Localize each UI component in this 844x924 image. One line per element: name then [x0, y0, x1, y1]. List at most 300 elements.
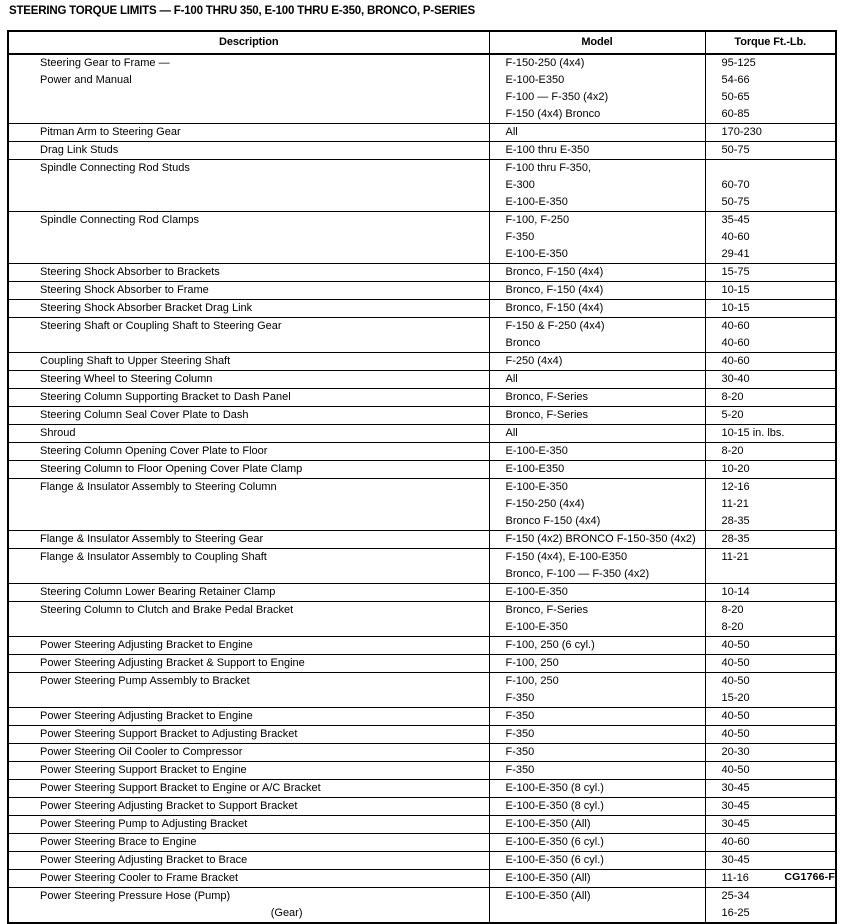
torque-col-line: 60-85 [721, 108, 750, 120]
cell-torque [705, 264, 835, 282]
desc-line [9, 496, 489, 513]
torque-col-line: 11-21 [721, 551, 749, 563]
model-line: E-100-E-350 (All) [505, 890, 591, 902]
table-row [9, 479, 835, 531]
torque-col-lines [706, 780, 836, 797]
model-line: F-100 thru F-350, [505, 162, 592, 174]
cell-model [489, 870, 705, 888]
cell-model [489, 780, 705, 798]
model-lines [490, 870, 705, 887]
desc-line [9, 89, 489, 106]
desc-lines [9, 673, 489, 707]
cell-model [489, 852, 705, 870]
cell-description [9, 834, 489, 852]
table-row [9, 461, 835, 479]
desc-line [9, 177, 489, 194]
torque-col-line: 30-45 [721, 854, 750, 866]
desc-lines [9, 55, 489, 123]
desc-line: Power Steering Adjusting Bracket to Brace [40, 854, 248, 866]
desc-line: Flange & Insulator Assembly to Coupling Shaft [40, 551, 267, 563]
column-header-description: Description [9, 32, 489, 54]
torque-col-line: 95-125 [721, 57, 756, 69]
model-line: F-350 [505, 231, 535, 243]
desc-lines [9, 264, 489, 281]
cell-torque [705, 816, 835, 834]
torque-col-lines [706, 762, 836, 779]
torque-col-line: 8-20 [721, 604, 744, 616]
torque-col-lines [706, 212, 836, 263]
cell-description [9, 888, 489, 923]
cell-model [489, 655, 705, 673]
torque-col-lines [706, 479, 836, 530]
cell-description [9, 264, 489, 282]
cell-torque [705, 780, 835, 798]
table-row [9, 762, 835, 780]
torque-col-line: 40-50 [721, 639, 750, 651]
cell-torque [705, 637, 835, 655]
torque-col-lines [706, 673, 836, 707]
table-row [9, 531, 835, 549]
cell-torque [705, 425, 835, 443]
torque-col-lines [706, 584, 836, 601]
desc-lines [9, 282, 489, 299]
cell-description [9, 479, 489, 531]
table-row [9, 160, 835, 212]
cell-model [489, 708, 705, 726]
cell-description [9, 142, 489, 160]
cell-model [489, 371, 705, 389]
model-lines [490, 744, 705, 761]
torque-col-line: 15-75 [721, 266, 750, 278]
table-row [9, 389, 835, 407]
torque-col-line [706, 160, 836, 177]
model-line: F-150 (4x2) BRONCO F-150-350 (4x2) [505, 533, 696, 545]
cell-description [9, 637, 489, 655]
desc-line [9, 619, 489, 636]
cell-torque [705, 300, 835, 318]
model-lines [490, 353, 705, 370]
cell-torque [705, 212, 835, 264]
desc-line: Power Steering Support Bracket to Adjusting Bracket [40, 728, 298, 740]
desc-lines [9, 870, 489, 887]
desc-line: Steering Column Seal Cover Plate to Dash [40, 409, 249, 421]
cell-description [9, 212, 489, 264]
desc-line [9, 229, 489, 246]
cell-description [9, 549, 489, 584]
cell-description [9, 870, 489, 888]
model-lines [490, 762, 705, 779]
cell-description [9, 852, 489, 870]
cell-torque [705, 673, 835, 708]
model-line: E-100-E-350 [505, 445, 568, 457]
cell-description [9, 762, 489, 780]
desc-lines [9, 407, 489, 424]
model-line: E-100-E-350 [505, 196, 568, 208]
cell-description [9, 318, 489, 353]
model-line: All [505, 427, 518, 439]
model-lines [490, 318, 705, 352]
desc-lines [9, 744, 489, 761]
desc-line: Power Steering Pump Assembly to Bracket [40, 675, 250, 687]
desc-lines [9, 637, 489, 654]
cell-description [9, 708, 489, 726]
desc-lines [9, 549, 489, 583]
torque-col-line: 40-50 [721, 764, 750, 776]
model-line: E-100-E-350 (All) [505, 818, 591, 830]
torque-col-lines [706, 798, 836, 815]
desc-lines [9, 479, 489, 530]
cell-model [489, 425, 705, 443]
table-row [9, 637, 835, 655]
torque-col-line: 10-15 [721, 284, 750, 296]
cell-torque [705, 852, 835, 870]
torque-col-line: 11-21 [721, 498, 749, 510]
table-row [9, 888, 835, 923]
cell-torque [705, 353, 835, 371]
desc-lines [9, 425, 489, 442]
cell-torque [705, 479, 835, 531]
model-line: E-100-E-350 (6 cyl.) [505, 836, 604, 848]
cell-torque [705, 655, 835, 673]
table-row [9, 264, 835, 282]
model-line: Bronco, F-Series [505, 409, 589, 421]
table-row [9, 353, 835, 371]
model-lines [490, 852, 705, 869]
cell-model [489, 407, 705, 425]
header-row [9, 32, 835, 54]
model-line [490, 905, 705, 922]
cell-model [489, 124, 705, 142]
cell-torque [705, 531, 835, 549]
model-lines [490, 443, 705, 460]
table-body [9, 54, 835, 922]
desc-line: Steering Column to Clutch and Brake Pedal Bracket [40, 604, 294, 616]
desc-line: Power Steering Oil Cooler to Compressor [40, 746, 243, 758]
torque-col-line: 50-75 [721, 196, 750, 208]
model-lines [490, 602, 705, 636]
model-line: F-150-250 (4x4) [505, 57, 585, 69]
torque-col-lines [706, 282, 836, 299]
model-line: E-100-E-350 [505, 248, 568, 260]
torque-col-lines [706, 264, 836, 281]
torque-col-line: 11-16 [721, 872, 749, 884]
desc-lines [9, 531, 489, 548]
model-line: F-350 [505, 692, 535, 704]
desc-lines [9, 602, 489, 636]
cell-description [9, 407, 489, 425]
cell-model [489, 637, 705, 655]
table-row [9, 407, 835, 425]
cell-torque [705, 142, 835, 160]
table-row [9, 655, 835, 673]
model-line: Bronco, F-150 (4x4) [505, 266, 604, 278]
model-line: F-100, F-250 [505, 214, 570, 226]
torque-col-line: 40-60 [721, 320, 750, 332]
desc-line: Flange & Insulator Assembly to Steering Gear [40, 533, 264, 545]
table-row [9, 834, 835, 852]
model-lines [490, 708, 705, 725]
torque-col-line: 15-20 [721, 692, 750, 704]
desc-line [9, 246, 489, 263]
column-header-torque: Torque Ft.-Lb. [705, 32, 835, 54]
desc-lines [9, 160, 489, 211]
torque-col-line: 30-45 [721, 818, 750, 830]
torque-col-line: 25-34 [721, 890, 750, 902]
torque-col-line: 170-230 [721, 126, 762, 138]
desc-line: Steering Shock Absorber to Brackets [40, 266, 220, 278]
cell-description [9, 584, 489, 602]
torque-col-lines [706, 371, 836, 388]
torque-col-lines [706, 124, 836, 141]
table-row [9, 602, 835, 637]
desc-line [9, 194, 489, 211]
torque-col-lines [706, 389, 836, 406]
model-line: Bronco, F-100 — F-350 (4x2) [505, 568, 650, 580]
model-line: Bronco, F-Series [505, 391, 589, 403]
desc-lines [9, 124, 489, 141]
model-lines [490, 888, 705, 922]
cell-description [9, 54, 489, 124]
torque-col-lines [706, 531, 836, 548]
model-lines [490, 461, 705, 478]
torque-col-line: 40-50 [721, 728, 750, 740]
cell-model [489, 726, 705, 744]
cell-torque [705, 888, 835, 923]
torque-col-line: 40-50 [721, 710, 750, 722]
torque-table-container [7, 30, 837, 924]
cell-description [9, 816, 489, 834]
cell-model [489, 389, 705, 407]
cell-description [9, 300, 489, 318]
desc-line: Power Steering Pump to Adjusting Bracket [40, 818, 248, 830]
model-lines [490, 124, 705, 141]
torque-col-line: 10-20 [721, 463, 750, 475]
desc-lines [9, 461, 489, 478]
desc-line: Steering Gear to Frame — [40, 57, 170, 69]
model-line: E-100-E350 [505, 463, 565, 475]
cell-torque [705, 160, 835, 212]
cell-model [489, 212, 705, 264]
cell-description [9, 655, 489, 673]
torque-col-line: 60-70 [721, 179, 750, 191]
model-lines [490, 816, 705, 833]
torque-col-line: 10-15 [721, 302, 750, 314]
desc-lines [9, 852, 489, 869]
cell-model [489, 673, 705, 708]
cell-torque [705, 584, 835, 602]
model-line: All [505, 126, 518, 138]
desc-line: Power Steering Adjusting Bracket to Engine [40, 710, 253, 722]
desc-lines [9, 655, 489, 672]
model-lines [490, 160, 705, 211]
cell-torque [705, 834, 835, 852]
desc-lines [9, 798, 489, 815]
torque-col-line: 40-50 [721, 675, 750, 687]
cell-model [489, 353, 705, 371]
table-row [9, 282, 835, 300]
cell-torque [705, 549, 835, 584]
desc-line: Power and Manual [40, 74, 132, 86]
cell-torque [705, 461, 835, 479]
desc-line: Pitman Arm to Steering Gear [40, 126, 181, 138]
cell-description [9, 780, 489, 798]
model-line: Bronco [505, 337, 541, 349]
torque-col-line: 40-60 [721, 337, 750, 349]
cell-model [489, 461, 705, 479]
torque-col-line: 20-30 [721, 746, 750, 758]
torque-col-lines [706, 55, 836, 123]
table-row [9, 584, 835, 602]
torque-col-line: 35-45 [721, 214, 750, 226]
cell-model [489, 744, 705, 762]
cell-description [9, 673, 489, 708]
desc-line: Steering Shock Absorber Bracket Drag Link [40, 302, 253, 314]
cell-model [489, 762, 705, 780]
table-header [9, 32, 835, 54]
torque-col-lines [706, 160, 836, 211]
model-lines [490, 407, 705, 424]
desc-lines [9, 212, 489, 263]
torque-col-line: 8-20 [721, 621, 744, 633]
desc-line: Coupling Shaft to Upper Steering Shaft [40, 355, 231, 367]
model-line: F-100, 250 [505, 675, 559, 687]
table-row [9, 816, 835, 834]
model-lines [490, 637, 705, 654]
cell-torque [705, 124, 835, 142]
torque-col-lines [706, 834, 836, 851]
model-line: F-350 [505, 746, 535, 758]
model-line: F-100, 250 [505, 657, 559, 669]
cell-model [489, 584, 705, 602]
desc-line: Spindle Connecting Rod Clamps [40, 214, 199, 226]
cell-description [9, 461, 489, 479]
table-row [9, 726, 835, 744]
torque-col-line: 40-50 [721, 657, 750, 669]
desc-line: Flange & Insulator Assembly to Steering Column [40, 481, 277, 493]
model-line: F-350 [505, 764, 535, 776]
cell-model [489, 549, 705, 584]
model-line: F-100, 250 (6 cyl.) [505, 639, 595, 651]
desc-line [9, 106, 489, 123]
cell-model [489, 264, 705, 282]
torque-col-lines [706, 744, 836, 761]
torque-col-line: 40-60 [721, 836, 750, 848]
cell-description [9, 443, 489, 461]
desc-lines [9, 708, 489, 725]
cell-description [9, 726, 489, 744]
model-lines [490, 798, 705, 815]
cell-description [9, 602, 489, 637]
cell-torque [705, 407, 835, 425]
table-row [9, 870, 835, 888]
figure-code: CG1766-F [784, 871, 835, 883]
model-line: E-100-E-350 (8 cyl.) [505, 782, 604, 794]
cell-description [9, 160, 489, 212]
model-lines [490, 300, 705, 317]
desc-line: Drag Link Studs [40, 144, 119, 156]
cell-model [489, 54, 705, 124]
torque-col-line: 28-35 [721, 515, 750, 527]
model-line: F-150-250 (4x4) [505, 498, 585, 510]
model-line: F-150 (4x4) Bronco [505, 108, 601, 120]
model-line: Bronco, F-Series [505, 604, 589, 616]
model-lines [490, 389, 705, 406]
torque-col-line: 5-20 [721, 409, 744, 421]
model-line: Bronco, F-150 (4x4) [505, 284, 604, 296]
cell-description [9, 353, 489, 371]
model-lines [490, 264, 705, 281]
desc-line [9, 566, 489, 583]
torque-col-lines [706, 549, 836, 583]
torque-col-line: 29-41 [721, 248, 750, 260]
model-lines [490, 834, 705, 851]
cell-torque [705, 389, 835, 407]
cell-torque [705, 602, 835, 637]
cell-model [489, 531, 705, 549]
torque-col-line: 50-75 [721, 144, 750, 156]
desc-line: Power Steering Adjusting Bracket to Engine [40, 639, 253, 651]
model-line: F-350 [505, 728, 535, 740]
torque-col-lines [706, 726, 836, 743]
cell-torque [705, 744, 835, 762]
torque-col-lines [706, 655, 836, 672]
cell-description [9, 798, 489, 816]
desc-line: Spindle Connecting Rod Studs [40, 162, 190, 174]
torque-col-line: 40-60 [721, 231, 750, 243]
torque-col-line: 30-45 [721, 782, 750, 794]
torque-col-lines [706, 708, 836, 725]
torque-col-lines [706, 425, 836, 442]
model-lines [490, 780, 705, 797]
cell-torque [705, 708, 835, 726]
desc-lines [9, 371, 489, 388]
cell-description [9, 531, 489, 549]
cell-model [489, 443, 705, 461]
model-line: E-100-E-350 (6 cyl.) [505, 854, 604, 866]
desc-line: Power Steering Support Bracket to Engine or A/C Bracket [40, 782, 321, 794]
model-line: All [505, 373, 518, 385]
desc-lines [9, 443, 489, 460]
torque-col-lines [706, 443, 836, 460]
cell-model [489, 816, 705, 834]
cell-model [489, 300, 705, 318]
model-lines [490, 479, 705, 530]
cell-model [489, 318, 705, 353]
torque-col-line: 10-15 in. lbs. [721, 427, 785, 439]
desc-lines [9, 318, 489, 352]
desc-lines [9, 389, 489, 406]
torque-col-lines [706, 816, 836, 833]
table-row [9, 371, 835, 389]
desc-line: Steering Wheel to Steering Column [40, 373, 213, 385]
table-row [9, 54, 835, 124]
model-line: Bronco, F-150 (4x4) [505, 302, 604, 314]
desc-line: Steering Shaft or Coupling Shaft to Steering Gear [40, 320, 282, 332]
desc-line: Steering Shock Absorber to Frame [40, 284, 209, 296]
torque-col-line: 30-45 [721, 800, 750, 812]
desc-line: Steering Column to Floor Opening Cover Plate Clamp [40, 463, 303, 475]
table-row [9, 780, 835, 798]
desc-lines [9, 834, 489, 851]
table-row [9, 300, 835, 318]
column-header-model: Model [489, 32, 705, 54]
torque-col-line: 40-60 [721, 355, 750, 367]
desc-line: Power Steering Adjusting Bracket to Support Bracket [40, 800, 298, 812]
cell-torque [705, 318, 835, 353]
cell-torque [705, 726, 835, 744]
torque-col-lines [706, 461, 836, 478]
desc-line: Shroud [40, 427, 76, 439]
